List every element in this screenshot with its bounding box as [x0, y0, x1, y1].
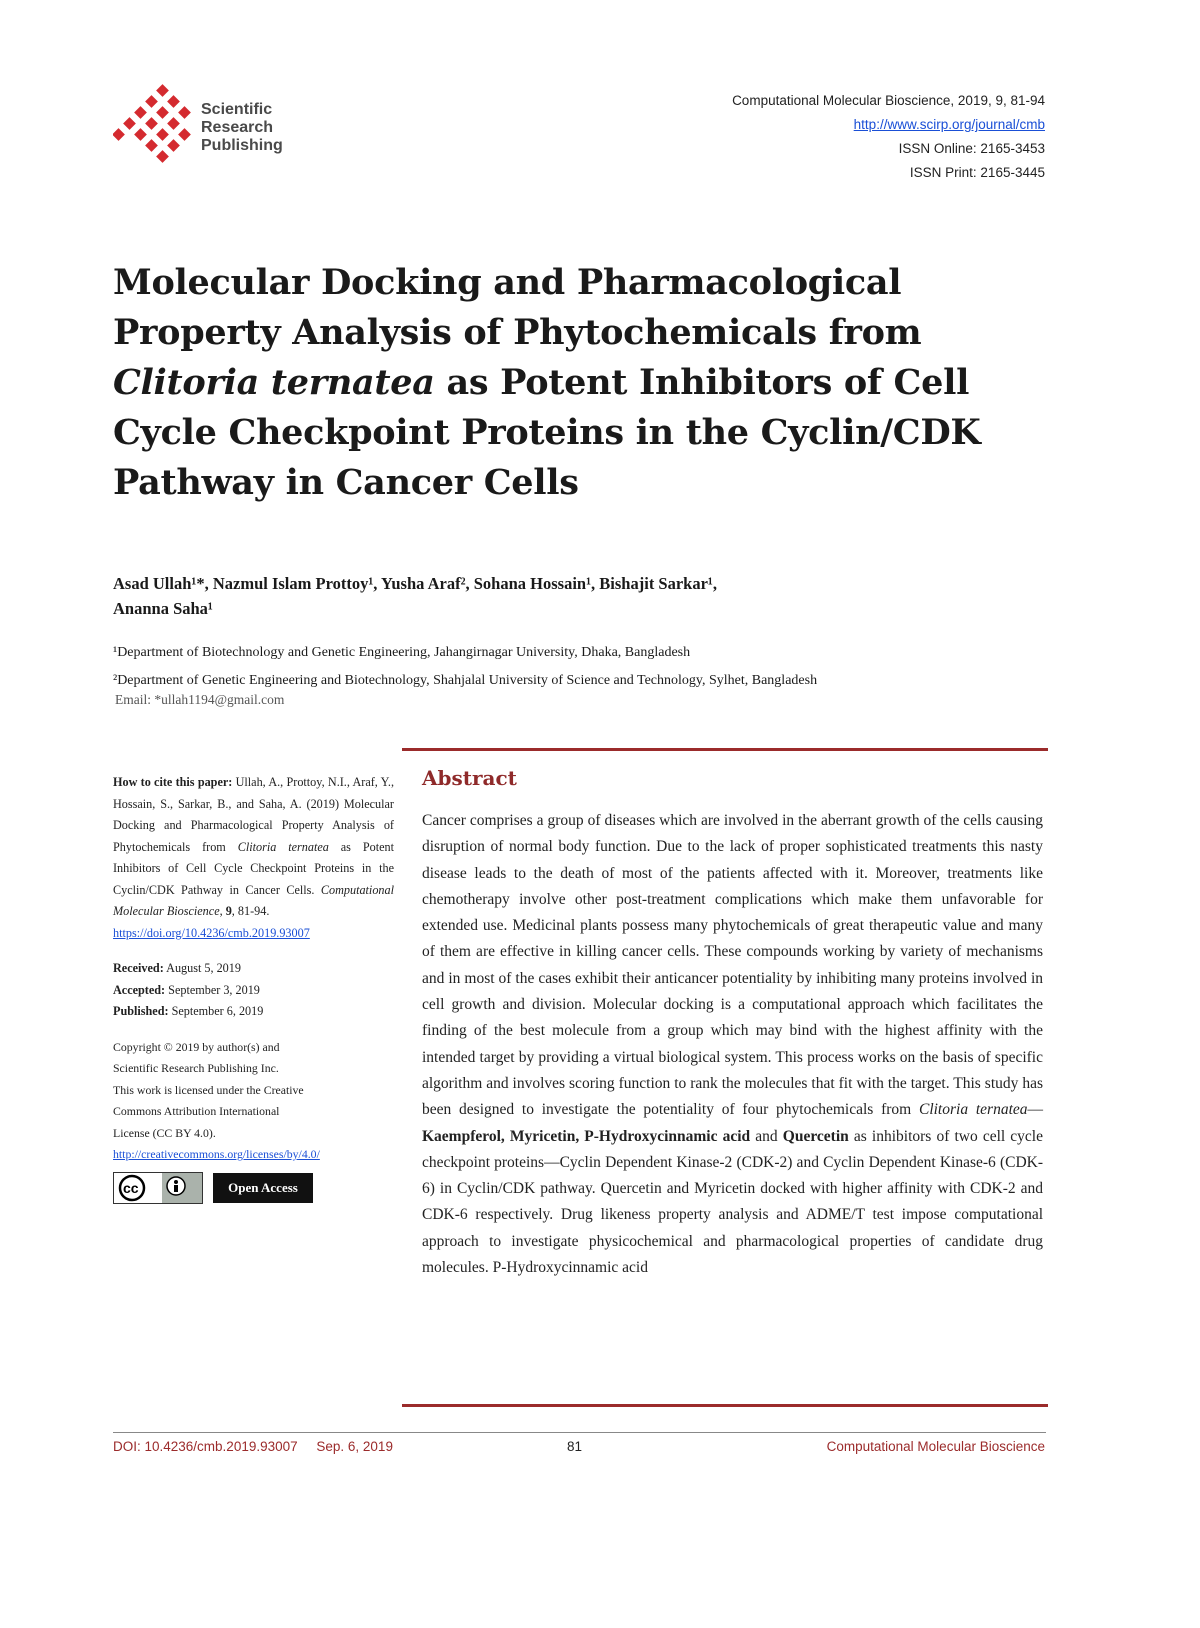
title-line-3 [113, 358, 1053, 408]
cite-pages: , 81-94. [231, 904, 270, 918]
abstract-species: Clitoria ternatea [918, 1101, 1028, 1119]
paper-title [113, 258, 1053, 508]
copyright-notice [113, 1037, 394, 1166]
affiliation-2: ²Department of Genetic Engineering and Biotechnology, Shahjalal University of Science and Technology, Sylhet, Bangladesh [113, 673, 818, 688]
accepted-row [113, 980, 394, 1002]
copyright-line-3: This work is licensed under the Creative [113, 1082, 304, 1097]
cite-label: How to cite this paper: [113, 775, 233, 789]
abstract-compounds: Kaempferol, Myricetin, P-Hydroxycinnamic acid [422, 1127, 751, 1145]
cite-text-1: Ullah, A., Prottoy, N.I., Araf, Y., Hossain, S., Sarkar, B., and Saha, A. (2019) Molecular Docking and Pharmacological Property Analysis of Phytochemicals from [113, 775, 394, 854]
abstract-text-2: as inhibitors of two cell cycle checkpoint proteins—Cyclin Dependent Kinase-2 (CDK-2) and Cyclin Dependent Kinase-6 (CDK-6) in Cyclin/CDK pathway. Quercetin and Myricetin docked with higher affinity with CDK-2 and CDK-6 respectively. Drug likeness property analysis and ADME/T test impose computational approach to investigate physicochemical and pharmacological properties of candidate drug molecules. P-Hydroxycinnamic acid [422, 1127, 1043, 1277]
author-list [113, 571, 1013, 621]
title-line-2: Property Analysis of Phytochemicals from [113, 312, 922, 353]
journal-info [732, 89, 1045, 185]
open-access-badge: Open Access [213, 1173, 313, 1203]
publisher-name [201, 101, 283, 155]
title-line-3-rest: as Potent Inhibitors of Cell [434, 362, 970, 403]
authors-line-2: Ananna Saha¹ [113, 599, 213, 618]
corresponding-email[interactable]: Email: *ullah1194@gmail.com [115, 692, 285, 707]
cite-journal: Computational Molecular Bioscience [113, 882, 394, 918]
publisher-name-line1: Scientific [201, 101, 273, 118]
copyright-line-4: Commons Attribution International [113, 1104, 280, 1118]
abstract-top-divider [402, 748, 1048, 751]
cite-volume: 9 [225, 904, 232, 918]
footer-journal-name: Computational Molecular Bioscience [826, 1439, 1045, 1454]
journal-citation: Computational Molecular Bioscience, 2019, 9, 81-94 [732, 93, 1045, 108]
article-sidebar [113, 772, 394, 1204]
footer-divider [113, 1432, 1046, 1433]
abstract-heading: Abstract [422, 766, 517, 790]
abstract-text-1: Cancer comprises a group of diseases which are involved in the aberrant growth of the cells causing disruption of normal body function. Due to the lack of proper sophisticated treatments this nasty disease leads to the death of most of the patients affected with it. Moreover, treatments like chemotherapy involve other post-treatment complications which make them unfavorable for extended use. Medicinal plants possess many phytochemicals of great therapeutic value and many of them are effective in killing cancer cells. These compounds working by variety of mechanisms and in most of the cases exhibit their anticancer potentiality by inhibiting many proteins involved in cell growth and division. Molecular docking is a computational approach which facilitates the finding of the best molecule from a group which may bind with the highest affinity with the intended target by providing a virtual biological system. This process works on the basis of specific algorithm and involves scoring function to rank the molecules that fit with the target. This study has been designed to investigate the potentiality of four phytochemicals from [422, 812, 1043, 1119]
cc-badge-label: cc [123, 1179, 139, 1196]
title-line-5: Pathway in Cancer Cells [113, 462, 579, 503]
issn-print: ISSN Print: 2165-3445 [909, 165, 1045, 180]
cite-text-2: as Potent Inhibitors of Cell Cycle Checkpoint Proteins in the Cyclin/CDK Pathway in Cancer Cells. [113, 839, 394, 897]
accepted-date: September 3, 2019 [165, 982, 260, 997]
received-row [113, 958, 394, 980]
cc-by-badge-icon[interactable] [113, 1172, 203, 1204]
copyright-line-2: Scientific Research Publishing Inc. [113, 1061, 279, 1075]
cite-doi-link[interactable]: https://doi.org/10.4236/cmb.2019.93007 [113, 925, 310, 940]
abstract-body [422, 808, 1043, 1281]
abstract-and: and [750, 1127, 783, 1145]
title-line-1: Molecular Docking and Pharmacological [113, 262, 902, 303]
published-date: September 6, 2019 [168, 1004, 264, 1018]
publisher-name-line3: Publishing [201, 137, 283, 154]
cite-species: Clitoria ternatea [237, 839, 329, 854]
affiliations [113, 639, 1073, 695]
page-number: 81 [567, 1439, 583, 1454]
copyright-line-1: Copyright © 2019 by author(s) and [113, 1039, 280, 1054]
license-link[interactable]: http://creativecommons.org/licenses/by/4.0/ [113, 1147, 320, 1161]
abstract-bottom-divider [402, 1404, 1048, 1407]
how-to-cite: How to cite this paper: Ullah, A., Prottoy, N.I., Araf, Y., Hossain, S., Sarkar, B., and Saha, A. (2019) Molecular Docking and Pharmacological Property Analysis of Phytochemicals from Clitoria ternatea as Potent Inhibitors of Cell Cycle Checkpoint Proteins in the Cyclin/CDK Pathway in Cancer Cells. Computational Molecular Bioscience, 9, 81-94. https://doi.org/10.4236/cmb.2019.93007 [113, 775, 394, 940]
authors-line-1: Asad Ullah¹*, Nazmul Islam Prottoy¹, Yusha Araf², Sohana Hossain¹, Bishajit Sarkar¹, [113, 574, 718, 593]
title-species: Clitoria ternatea [113, 362, 435, 403]
affiliation-1: ¹Department of Biotechnology and Genetic Engineering, Jahangirnagar University, Dhaka, Bangladesh [113, 645, 691, 660]
received-date: August 5, 2019 [163, 961, 241, 975]
publisher-logo-icon [113, 84, 195, 166]
copyright-line-5: License (CC BY 4.0). [113, 1125, 216, 1140]
title-line-4: Cycle Checkpoint Proteins in the Cyclin/CDK [113, 412, 981, 453]
issn-online: ISSN Online: 2165-3453 [898, 141, 1045, 156]
abstract-quercetin: Quercetin [782, 1127, 849, 1145]
footer-doi-date: DOI: 10.4236/cmb.2019.93007 Sep. 6, 2019 [113, 1439, 393, 1454]
license-badges [113, 1172, 394, 1204]
published-row [113, 1001, 394, 1023]
accepted-label: Accepted: [113, 982, 166, 997]
article-dates [113, 958, 394, 1023]
journal-url-link[interactable]: http://www.scirp.org/journal/cmb [853, 117, 1045, 132]
received-label: Received: [113, 961, 164, 975]
abstract-dash: — [1027, 1101, 1044, 1119]
publisher-name-line2: Research [201, 119, 274, 136]
published-label: Published: [113, 1004, 169, 1018]
